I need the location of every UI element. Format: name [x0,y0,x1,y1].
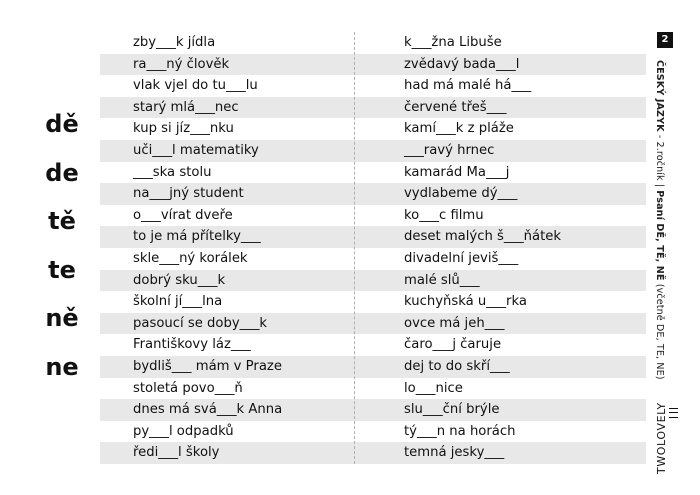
exercise-left-item: starý mlá___nec [133,99,239,115]
brand-text: TWOLOVELY [655,402,668,474]
exercise-row [100,291,646,313]
exercise-row [100,162,646,184]
exercise-left-item: na___jný student [133,186,244,202]
exercise-right-item: kamarád Ma___j [404,164,510,180]
exercise-row [100,97,646,119]
grade-label: - 2.ročník | [654,131,665,191]
exercise-row [100,54,646,76]
exercise-right-item: slu___ční brýle [404,402,500,418]
exercise-right-item: deset malých š___ňátek [404,229,562,245]
exercise-right-item: vydlabeme dý___ [404,186,518,202]
exercise-row [100,183,646,205]
exercise-left-item: školní jí___lna [133,294,223,310]
exercise-right-item: kuchyňská u___rka [404,294,527,310]
exercise-row [100,378,646,400]
exercise-right-item: divadelní jeviš___ [404,250,519,266]
exercise-table [100,32,646,464]
exercise-row [100,118,646,140]
exercise-right-item: had má malé há___ [404,78,532,94]
syllable-item: de [45,158,79,187]
exercise-row [100,442,646,464]
exercise-left-item: py___l odpadků [133,423,234,439]
syllable-item: ně [45,304,79,332]
exercise-right-item: ovce má jeh___ [404,315,505,331]
exercise-row [100,399,646,421]
worksheet-caption [654,60,665,380]
exercise-left-item: ra___ný člověk [133,56,230,72]
subject-label: ČESKÝ JAZYK [654,60,665,132]
exercise-right-item: k___žna Libuše [404,35,502,50]
exercise-row [100,313,646,335]
syllable-item: dě [45,110,79,138]
exercise-left-item: Františkovy láz___ [133,337,251,353]
exercise-right-item: dej to do skří___ [404,358,510,374]
exercise-row [100,356,646,378]
exercise-row [100,140,646,162]
brand-logo [655,384,679,474]
sidebar [652,24,682,476]
exercise-row [100,205,646,227]
exercise-left-item: dobrý sku___k [133,272,226,288]
exercise-right-item: červené třeš___ [404,99,507,115]
page-number: 2 [657,32,673,48]
exercise-left-item: dnes má svá___k Anna [133,402,283,418]
exercise-row [100,226,646,248]
exercise-row [100,248,646,270]
exercise-left-item: kup si jíz___nku [133,121,234,137]
exercise-left-item: bydliš___ mám v Praze [133,358,282,374]
exercise-row [100,32,646,54]
exercise-left-item: uči___l matematiky [133,142,259,158]
exercise-left-item: stoletá povo___ň [133,380,243,396]
syllable-column [38,100,86,391]
syllable-item: ne [45,352,79,381]
topic-label: Psaní DĚ, TĚ, NĚ [654,190,665,281]
exercise-right-item: lo___nice [404,380,463,396]
exercise-left-item: skle___ný korálek [133,250,248,266]
exercise-right-item: malé slů___ [404,272,480,288]
exercise-row [100,421,646,443]
syllable-item: tě [48,207,76,235]
exercise-left-item: ___ska stolu [133,164,212,180]
exercise-right-item: zvědavý bada___l [404,56,520,72]
exercise-left-item: o___vírat dveře [133,207,233,223]
exercise-row [100,270,646,292]
exercise-right-item: kamí___k z pláže [404,121,514,137]
topic-note: (včetně DE, TE, NE) [654,280,665,380]
exercise-row [100,334,646,356]
exercise-right-item: čaro___j čaruje [404,337,502,353]
menu-lines-icon [669,408,678,418]
exercise-left-item: pasoucí se doby___k [133,315,268,331]
exercise-left-item: zby___k jídla [133,35,216,50]
exercise-right-item: ___ravý hrnec [404,142,495,158]
exercise-row [100,75,646,97]
exercise-left-item: ředi___l školy [133,445,220,461]
exercise-left-item: vlak vjel do tu___lu [133,78,258,94]
exercise-right-item: temná jesky___ [404,445,505,461]
exercise-left-item: to je má přítelky___ [133,229,261,245]
syllable-item: te [48,255,76,284]
exercise-right-item: ko___c filmu [404,207,484,223]
exercise-right-item: tý___n na horách [404,423,516,439]
column-divider [354,32,355,464]
